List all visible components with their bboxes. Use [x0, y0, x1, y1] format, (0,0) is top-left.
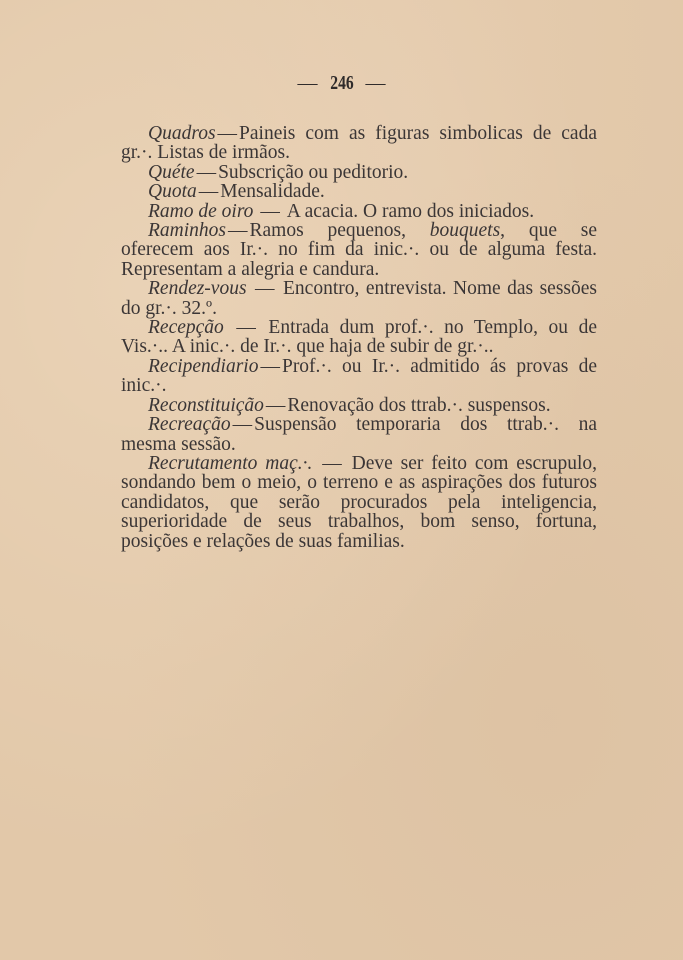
entry-dash: —	[198, 181, 219, 203]
entry-definition-part: , que se oferecem aos Ir.·. no fim da inic.·. ou de alguma festa. Representam a alegria e candura.	[121, 220, 597, 280]
entry-term: Raminhos	[148, 220, 226, 242]
glossary-entry-recrutamento	[121, 454, 597, 551]
glossary-entry-reconstituicao	[121, 396, 597, 415]
entry-definition: Prof.·. ou Ir.·. admitido ás provas de inic.·.	[121, 355, 597, 397]
glossary-entry-recreacao	[121, 415, 597, 454]
entry-dash: —	[217, 123, 238, 144]
page-number-dash-right: —	[365, 72, 386, 94]
entry-term: Recipendiario	[148, 355, 259, 377]
glossary-entry-recipendiario	[121, 357, 597, 396]
entry-definition: Renovação dos ttrab.·. suspensos.	[287, 394, 551, 416]
entry-dash: —	[225, 317, 267, 339]
glossary-text	[121, 124, 597, 551]
entry-definition: A acacia. O ramo dos iniciados.	[286, 200, 535, 222]
entry-definition: Suspensão temporaria dos ttrab.·. na mesma sessão.	[121, 414, 597, 455]
entry-term: Recrutamento maç.·.	[148, 452, 313, 474]
page-number-dash-left: —	[297, 72, 318, 94]
entry-dash: —	[260, 355, 280, 377]
entry-dash: —	[314, 452, 350, 474]
glossary-entry-quota	[121, 182, 597, 201]
glossary-entry-quadros	[121, 124, 597, 163]
glossary-entry-raminhos	[121, 221, 597, 279]
entry-term: Recepção	[148, 317, 224, 339]
entry-definition-part: Ramos pequenos,	[249, 220, 430, 242]
entry-term: Ramo de oiro	[148, 200, 254, 222]
entry-dash: —	[248, 278, 282, 300]
entry-definition: Paineis com as figuras simbolicas de cada gr.·. Listas de irmãos.	[121, 123, 597, 164]
entry-definition: Deve ser feito com escrupulo, sondando bem o meio, o terreno e as aspirações dos futuros candidatos, que serão procurados pela inteligencia, superioridade de seus trabalhos, bom senso, fortuna, posições e relações de suas familias.	[121, 452, 597, 552]
page-number	[0, 72, 683, 95]
entry-definition: Encontro, entrevista. Nome das sessões do gr.·. 32.º.	[121, 278, 598, 319]
page-number-value: 246	[329, 72, 354, 94]
entry-term: Reconstituição	[148, 394, 264, 416]
glossary-entry-recepcao	[121, 318, 597, 357]
entry-definition: Entrada dum prof.·. no Templo, ou de Vis.·.. A inic.·. de Ir.·. que haja de subir de gr.·..	[121, 317, 598, 358]
entry-term: Recreação	[148, 414, 231, 436]
entry-definition: Mensalidade.	[220, 181, 325, 203]
entry-dash: —	[255, 200, 285, 222]
glossary-entry-ramo-de-oiro	[121, 202, 597, 221]
entry-dash: —	[196, 161, 217, 183]
entry-definition: Subscrição ou peditorio.	[218, 161, 409, 183]
glossary-entry-quete	[121, 163, 597, 182]
entry-dash: —	[232, 414, 253, 436]
entry-dash: —	[228, 220, 248, 242]
entry-term: Quadros	[148, 123, 216, 144]
entry-term: Quéte	[148, 161, 195, 183]
entry-definition-foreign-word: bouquets	[429, 220, 501, 242]
entry-term: Quota	[148, 181, 197, 203]
entry-dash: —	[265, 394, 286, 416]
glossary-entry-rendez-vous	[121, 279, 597, 318]
entry-term: Rendez-vous	[148, 278, 247, 300]
